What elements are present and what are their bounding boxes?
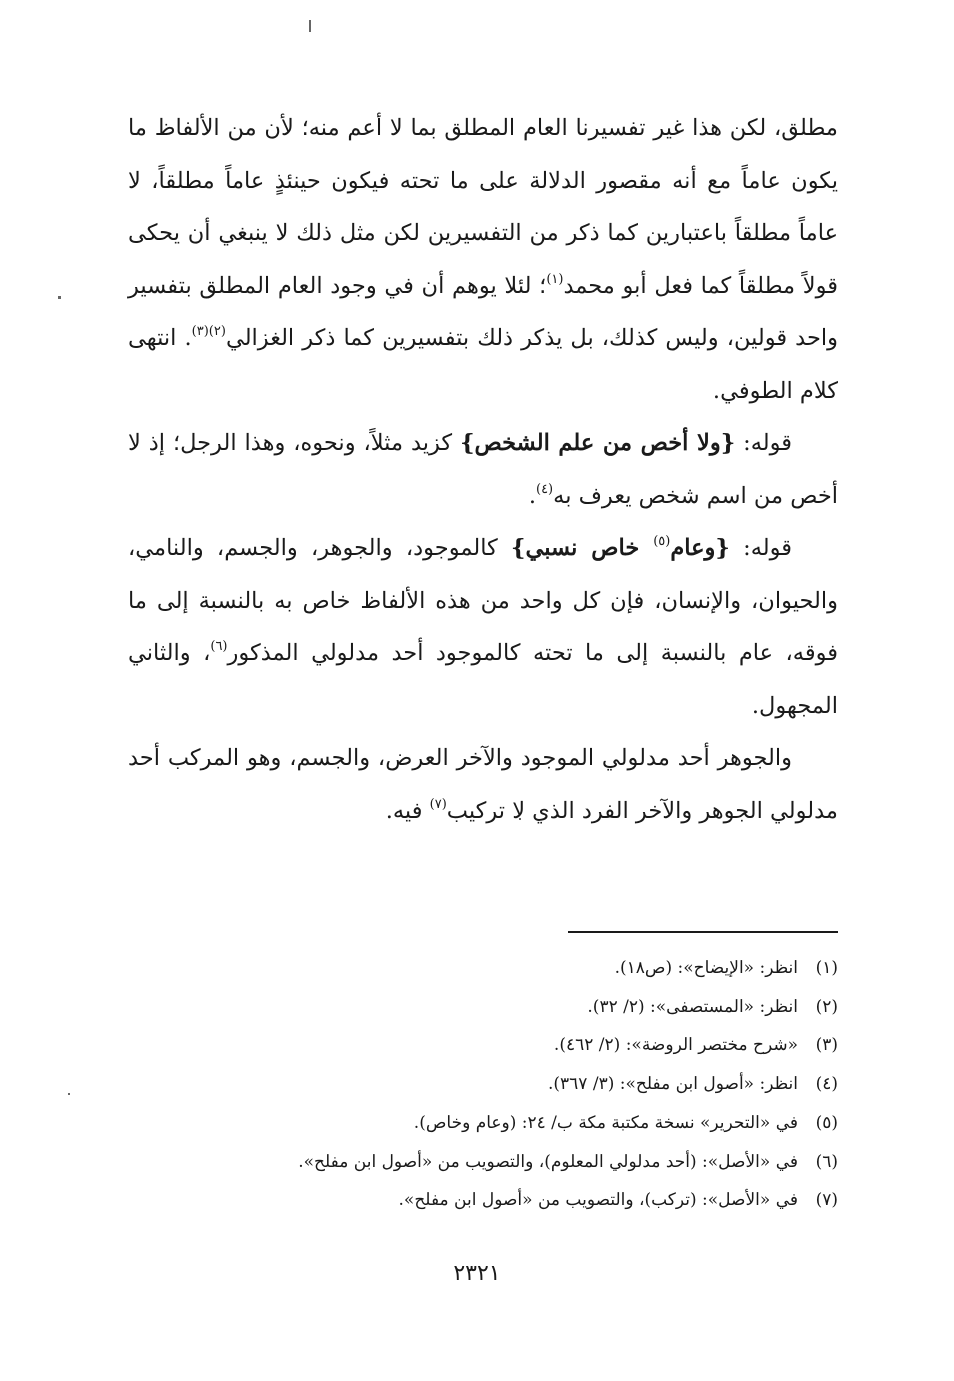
scan-mark [58, 296, 61, 299]
scan-mark [309, 20, 311, 32]
footnote-ref-3: (٣) [191, 324, 209, 339]
paragraph-3-text-a: كالموجود، والجوهر، والجسم، والنامي، والحيوان، والإنسان، فإن كل واحد من هذه الألفاظ خاص به بالنسبة إلى ما فوقه، عام بالنسبة إلى ما تحته كالموجود أحد مدلولي المذكور [128, 535, 838, 666]
paragraph-4 [128, 732, 838, 837]
footnotes-list [160, 949, 838, 1220]
footnote-text: في «التحرير» نسخة مكتبة مكة ب/ ٢٤: (وعام وخاص). [413, 1112, 798, 1133]
footnote-number: (٣) [815, 1035, 838, 1056]
footnote-item [160, 1026, 838, 1065]
footnote-text: انظر: «أصول ابن مفلح»: (٣/ ٣٦٧). [547, 1074, 798, 1095]
page-number: ٢٣٢١ [453, 1261, 501, 1286]
footnote-number: (٧) [815, 1190, 838, 1211]
footnote-item [160, 988, 838, 1027]
paragraph-2-quote: {ولا أخص من علم الشخص} [460, 430, 736, 456]
footnote-number: (١) [815, 958, 838, 978]
paragraph-3-text-b: ، والثاني المجهول. [128, 640, 838, 719]
paragraph-3-quote-b: خاص نسبي} [511, 535, 654, 561]
footnote-item [160, 949, 838, 988]
footnote-number: (٤) [815, 1074, 838, 1095]
footnote-number: (٢) [815, 996, 838, 1017]
footnote-text: انظر: «المستصفى»: (٢/ ٣٢). [587, 996, 798, 1017]
paragraph-3 [128, 522, 838, 732]
paragraph-3-quote-a: {وعام [670, 535, 730, 561]
footnote-item [160, 1143, 838, 1182]
footnote-item [160, 1181, 838, 1220]
footnote-ref-5: (٥) [653, 534, 671, 549]
paragraph-3-lead: قوله: [729, 535, 792, 561]
paragraph-1-text-c: . انتهى كلام الطوفي. [128, 325, 838, 404]
footnote-ref-4: (٤) [535, 481, 554, 497]
paragraph-2-lead: قوله: [735, 430, 792, 456]
paragraph-4-text-a: والجوهر أحد مدلولي الموجود والآخر العرض، والجسم، وهو المركب أحد مدلولي الجوهر والآخر الفرد الذي لا تركيب [128, 745, 838, 824]
footnote-text: «شرح مختصر الروضة»: (٢/ ٤٦٢). [553, 1035, 798, 1056]
footnote-number: (٦) [815, 1151, 838, 1172]
footnote-separator [568, 931, 838, 933]
paragraph-2-text-b: . [528, 482, 536, 509]
paragraph-4-text-b: فيه. [385, 797, 430, 824]
footnote-ref-7: (٧) [429, 796, 447, 812]
main-text [128, 102, 838, 837]
footnote-number: (٥) [815, 1112, 838, 1133]
paragraph-1-text-b: ؛ لئلا يوهم أن في وجود العام المطلق بتفسير واحد قولين، وليس كذلك، بل يذكر ذلك بتفسيرين كما ذكر الغزالي [128, 272, 839, 351]
paragraph-2-text-a: كزيد مثلاً، ونحوه، وهذا الرجل؛ إذ لا أخص من اسم شخص يعرف به [128, 430, 838, 509]
footnote-text: في «الأصل»: (تركب)، والتصويب من «أصول ابن مفلح». [398, 1190, 798, 1211]
footnote-item [160, 1065, 838, 1104]
paragraph-1 [128, 102, 838, 417]
scan-mark [68, 1093, 70, 1095]
footnote-item [160, 1104, 838, 1143]
footnote-text: انظر: «الإيضاح»: (ص١٨). [614, 958, 798, 978]
footnote-ref-1: (١) [546, 271, 564, 287]
footnote-text: في «الأصل»: (أحد مدلولي المعلوم)، والتصويب من «أصول ابن مفلح». [298, 1151, 798, 1172]
paragraph-1-text-a: مطلق، لكن هذا غير تفسيرنا العام المطلق بما لا أعم منه؛ لأن من الألفاظ ما يكون عاماً مع أنه مقصور الدلالة على ما تحته فيكون حينئذٍ عاماً مطلقاً، لا عاماً مطلقاً باعتبارين كما ذكر من التفسيرين لكن مثل ذلك لا ينبغي أن يحكى قولاً مطلقاً كما فعل أبو محمد [128, 115, 838, 299]
footnote-ref-6: (٦) [210, 639, 228, 654]
paragraph-2 [128, 417, 838, 522]
footnote-ref-2: (٢) [208, 324, 226, 339]
